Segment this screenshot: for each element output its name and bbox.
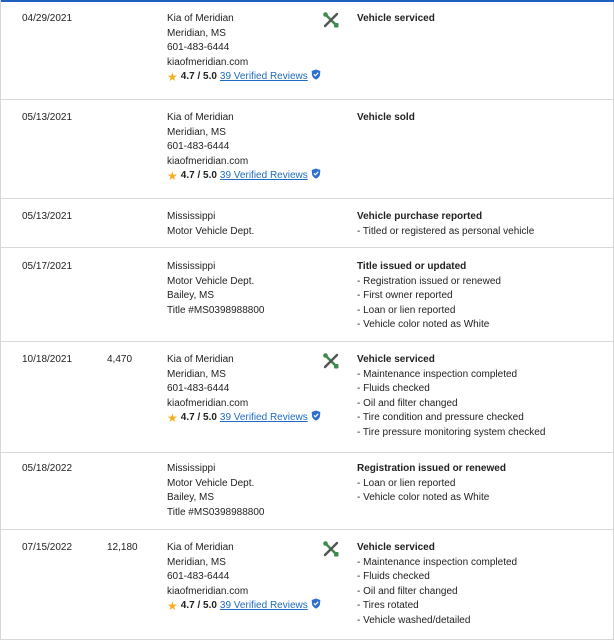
- dealer-rating: [167, 411, 321, 426]
- detail-item: - Fluids checked: [357, 383, 430, 395]
- history-row: [1, 248, 613, 342]
- record-date: 05/18/2022: [22, 463, 73, 474]
- record-title: Title issued or updated: [357, 261, 467, 272]
- source-line: 601-483-6444: [167, 141, 230, 153]
- record-details: [357, 353, 545, 441]
- history-row: [1, 342, 613, 453]
- detail-item: - Registration issued or renewed: [357, 275, 501, 287]
- record-date: 05/17/2021: [22, 261, 73, 272]
- record-title: Vehicle serviced: [357, 354, 435, 365]
- detail-item: - Loan or lien reported: [357, 304, 456, 316]
- history-row: [1, 0, 613, 100]
- detail-item: - Oil and filter changed: [357, 585, 458, 597]
- dealer-rating: [167, 70, 321, 85]
- detail-item: - Maintenance inspection completed: [357, 556, 518, 568]
- detail-item: - Fluids checked: [357, 571, 430, 583]
- source-line: kiaofmeridian.com: [167, 155, 249, 167]
- record-details: [357, 210, 534, 239]
- source-line: Kia of Meridian: [167, 542, 234, 553]
- star-icon: ★: [167, 599, 178, 614]
- detail-item: - Vehicle color noted as White: [357, 492, 490, 504]
- source-line: 601-483-6444: [167, 42, 230, 54]
- record-source: [167, 462, 264, 520]
- source-line: Motor Vehicle Dept.: [167, 225, 255, 237]
- verified-shield-icon: [311, 598, 321, 615]
- verified-reviews-link[interactable]: 39 Verified Reviews: [219, 170, 308, 182]
- record-date: 10/18/2021: [22, 354, 73, 365]
- rating-value: 4.7 / 5.0: [180, 71, 217, 83]
- record-details: [357, 541, 517, 629]
- record-date: 05/13/2021: [22, 112, 73, 123]
- record-details: [357, 260, 501, 333]
- rating-value: 4.7 / 5.0: [180, 600, 217, 612]
- source-line: kiaofmeridian.com: [167, 585, 249, 597]
- source-line: Title #MS0398988800: [167, 304, 265, 316]
- source-line: Kia of Meridian: [167, 354, 234, 365]
- record-date: 04/29/2021: [22, 13, 73, 24]
- history-row: [1, 100, 613, 199]
- source-line: Mississippi: [167, 211, 216, 222]
- record-title: Registration issued or renewed: [357, 463, 506, 474]
- record-details: [357, 462, 506, 506]
- detail-item: - Maintenance inspection completed: [357, 368, 518, 380]
- detail-item: - First owner reported: [357, 290, 453, 302]
- verified-shield-icon: [311, 410, 321, 427]
- record-title: Vehicle purchase reported: [357, 211, 483, 222]
- star-icon: ★: [167, 411, 178, 426]
- wrench-screwdriver-icon: [322, 11, 340, 29]
- source-line: 601-483-6444: [167, 571, 230, 583]
- detail-item: - Tires rotated: [357, 600, 419, 612]
- record-title: Vehicle serviced: [357, 542, 435, 553]
- verified-shield-icon: [311, 69, 321, 86]
- record-source: [167, 353, 321, 426]
- source-line: Meridian, MS: [167, 368, 226, 380]
- source-line: Motor Vehicle Dept.: [167, 477, 255, 489]
- verified-reviews-link[interactable]: 39 Verified Reviews: [219, 412, 308, 424]
- star-icon: ★: [167, 70, 178, 85]
- record-title: Vehicle serviced: [357, 13, 435, 24]
- source-line: Bailey, MS: [167, 492, 215, 504]
- source-line: 601-483-6444: [167, 383, 230, 395]
- detail-item: - Tire pressure monitoring system checked: [357, 426, 546, 438]
- source-line: Meridian, MS: [167, 126, 226, 138]
- record-source: [167, 111, 321, 184]
- detail-item: - Vehicle color noted as White: [357, 319, 490, 331]
- verified-reviews-link[interactable]: 39 Verified Reviews: [219, 600, 308, 612]
- rating-value: 4.7 / 5.0: [180, 412, 217, 424]
- source-line: Motor Vehicle Dept.: [167, 275, 255, 287]
- wrench-screwdriver-icon: [322, 540, 340, 558]
- star-icon: ★: [167, 169, 178, 184]
- source-line: Title #MS0398988800: [167, 506, 265, 518]
- detail-item: - Tire condition and pressure checked: [357, 412, 524, 424]
- verified-reviews-link[interactable]: 39 Verified Reviews: [219, 71, 308, 83]
- odometer-reading: 12,180: [107, 542, 138, 553]
- source-line: Kia of Meridian: [167, 13, 234, 24]
- record-date: 05/13/2021: [22, 211, 73, 222]
- history-row: [1, 453, 613, 530]
- verified-shield-icon: [311, 168, 321, 185]
- dealer-rating: [167, 599, 321, 614]
- source-line: Bailey, MS: [167, 290, 215, 302]
- detail-item: - Oil and filter changed: [357, 397, 458, 409]
- record-source: [167, 210, 254, 239]
- source-line: Mississippi: [167, 463, 216, 474]
- source-line: kiaofmeridian.com: [167, 397, 249, 409]
- history-row: [1, 530, 613, 640]
- record-date: 07/15/2022: [22, 542, 73, 553]
- source-line: Meridian, MS: [167, 556, 226, 568]
- detail-item: - Loan or lien reported: [357, 477, 456, 489]
- record-details: [357, 12, 435, 27]
- source-line: Meridian, MS: [167, 27, 226, 39]
- source-line: kiaofmeridian.com: [167, 56, 249, 68]
- detail-item: - Titled or registered as personal vehicle: [357, 225, 535, 237]
- record-details: [357, 111, 415, 126]
- source-line: Mississippi: [167, 261, 216, 272]
- wrench-screwdriver-icon: [322, 352, 340, 370]
- record-source: [167, 260, 264, 318]
- odometer-reading: 4,470: [107, 354, 133, 365]
- dealer-rating: [167, 169, 321, 184]
- detail-item: - Vehicle washed/detailed: [357, 614, 471, 626]
- record-source: [167, 12, 321, 85]
- source-line: Kia of Meridian: [167, 112, 234, 123]
- rating-value: 4.7 / 5.0: [180, 170, 217, 182]
- record-source: [167, 541, 321, 614]
- history-row: [1, 199, 613, 248]
- record-title: Vehicle sold: [357, 112, 415, 123]
